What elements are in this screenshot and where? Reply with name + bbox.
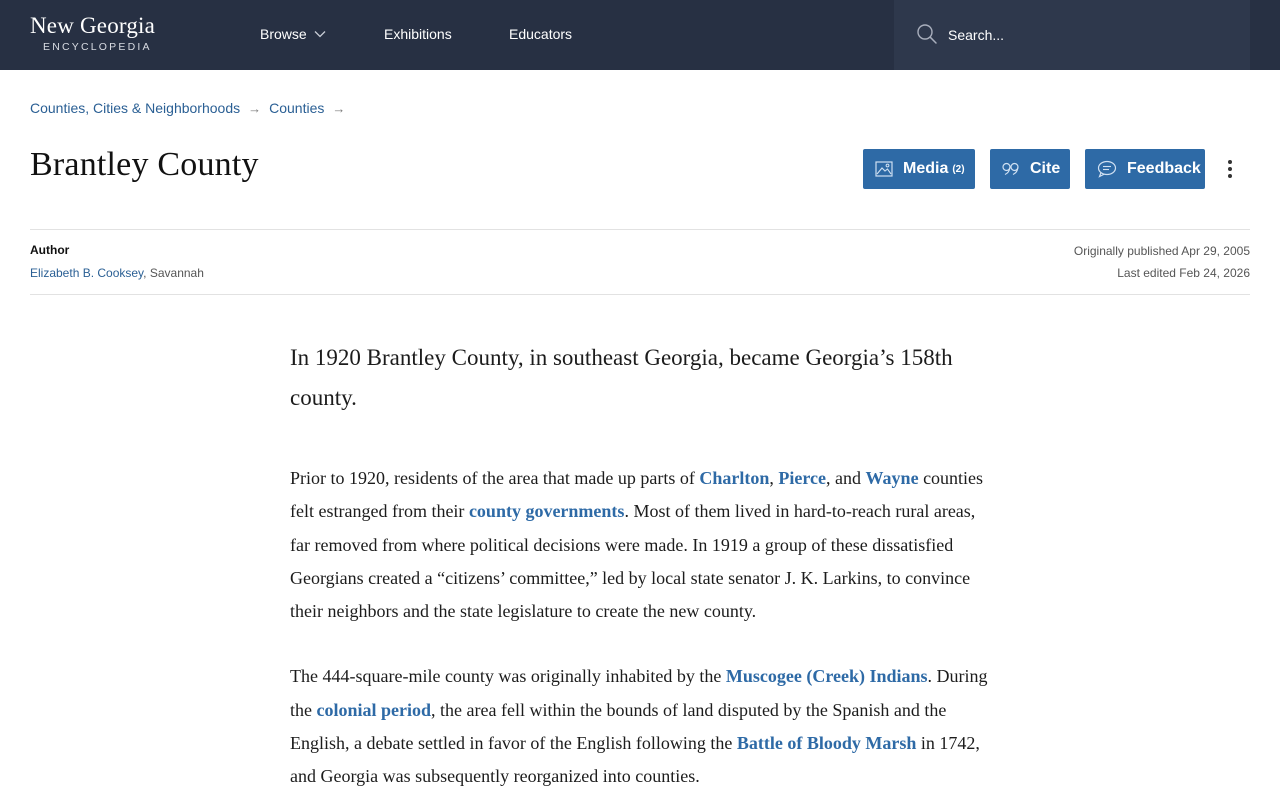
published-date: Originally published Apr 29, 2005 (1073, 244, 1250, 258)
nav-browse[interactable] (260, 26, 326, 42)
article-paragraph (290, 462, 990, 628)
text-run: counties felt estranged from their (290, 468, 984, 522)
more-dot (1228, 167, 1232, 171)
page-title: Brantley County (30, 146, 259, 183)
text-run: Prior to 1920, residents of the area that made up parts of (290, 468, 700, 488)
more-options-icon[interactable] (1222, 157, 1238, 181)
text-run: , the area fell within the bounds of land disputed by the Spanish and the English, a debate settled in favor of the English following the (290, 699, 947, 754)
text-run: , and (826, 468, 866, 488)
article-meta (30, 229, 1250, 295)
logo-title: New Georgia (30, 13, 156, 38)
text-run: . Most of them lived in hard-to-reach rural areas, far removed from where political decisions were made. In 1919 a group of these dissatisfied Georgians created a “citizens’ committee,” led by local state senator J. K. Larkins, to convince their neighbors and the state legislature to create the new county. (290, 501, 976, 622)
site-logo[interactable] (30, 13, 155, 53)
search-box (894, 0, 1250, 70)
author-location: , Savannah (143, 266, 204, 280)
feedback-button-label: Feedback (1127, 160, 1201, 177)
logo-subtitle: ENCYCLOPEDIA (43, 41, 152, 53)
search-icon[interactable] (916, 23, 938, 45)
image-icon (875, 161, 893, 177)
edited-date: Last edited Feb 24, 2026 (1117, 266, 1250, 280)
link-charlton[interactable]: Charlton (699, 468, 770, 488)
breadcrumb-counties-cities[interactable]: Counties, Cities & Neighborhoods (30, 100, 241, 116)
nav-browse-label: Browse (260, 26, 307, 42)
link-pierce[interactable]: Pierce (778, 468, 827, 488)
link-muscogee-creek-indians[interactable]: Muscogee (Creek) Indians (725, 666, 928, 687)
cite-button[interactable] (990, 149, 1070, 189)
breadcrumb-counties[interactable]: Counties (269, 100, 325, 116)
top-navigation (0, 0, 1280, 70)
cite-button-label: Cite (1030, 160, 1061, 177)
more-dot (1228, 174, 1232, 178)
text-run: The 444-square-mile county was originally inhabited by the (290, 666, 726, 687)
media-count-badge: (2) (952, 163, 965, 175)
media-button-label: Media (903, 160, 949, 177)
nav-exhibitions[interactable] (384, 26, 452, 42)
author-heading: Author (30, 243, 70, 257)
nav-exhibitions-label: Exhibitions (384, 26, 452, 42)
feedback-button[interactable] (1085, 149, 1205, 189)
more-dot (1228, 160, 1232, 164)
author-line (30, 266, 204, 280)
arrow-right-icon: → (248, 100, 262, 116)
article-lede: In 1920 Brantley County, in southeast Georgia, became Georgia’s 158th county. (290, 345, 953, 410)
link-battle-of-bloody-marsh[interactable]: Battle of Bloody Marsh (736, 733, 917, 754)
link-county-governments[interactable]: county governments (468, 501, 625, 522)
article-body (290, 338, 990, 794)
text-run: in 1742, and Georgia was subsequently reorganized into counties. (290, 733, 980, 787)
search-input[interactable] (948, 24, 1228, 46)
article-paragraph (290, 660, 990, 793)
quote-icon (1002, 162, 1020, 176)
text-run: . During the (290, 666, 988, 720)
chat-bubble-icon (1097, 160, 1117, 178)
media-button[interactable] (863, 149, 975, 189)
nav-educators[interactable] (509, 26, 572, 42)
nav-educators-label: Educators (509, 26, 573, 42)
link-wayne[interactable]: Wayne (865, 468, 919, 488)
breadcrumb (30, 100, 353, 116)
text-run: , (769, 468, 779, 488)
arrow-right-icon: → (332, 100, 346, 116)
chevron-down-icon (314, 30, 326, 38)
link-colonial-period[interactable]: colonial period (316, 699, 432, 720)
author-link[interactable]: Elizabeth B. Cooksey (30, 266, 144, 280)
